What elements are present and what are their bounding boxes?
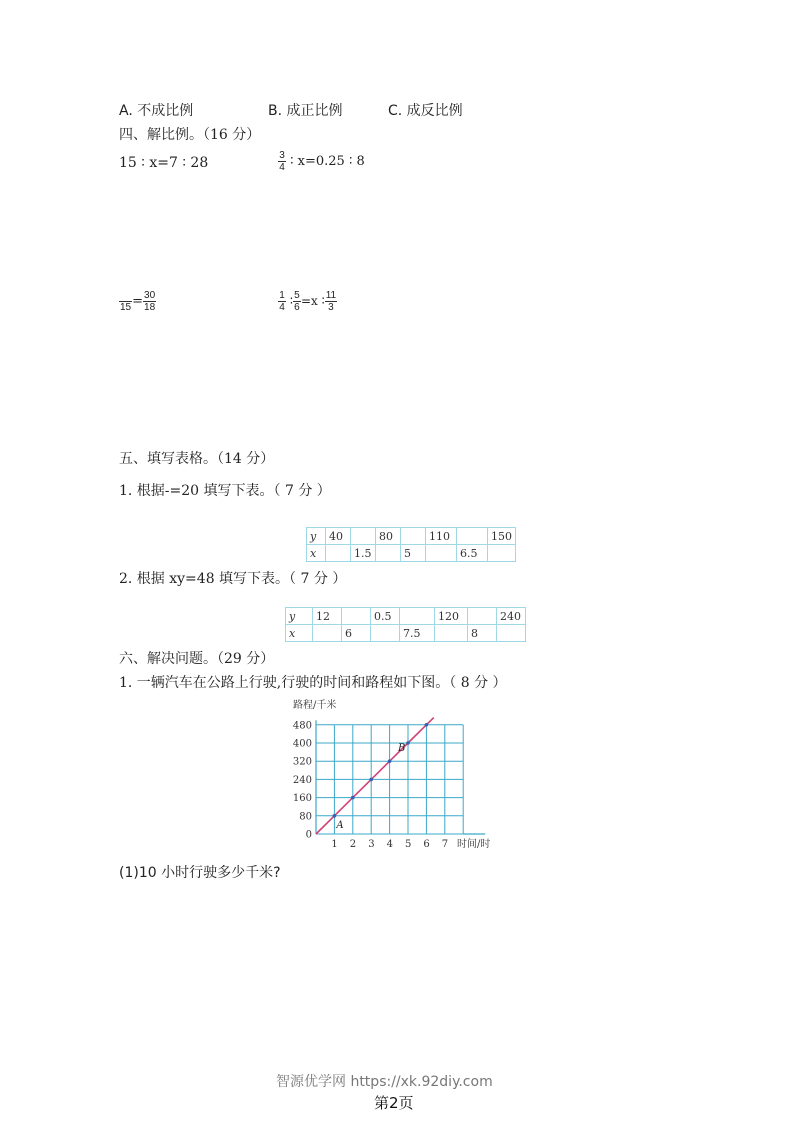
eq2-denominator: 4 (279, 162, 285, 173)
section5-question-1: 1. 根据-=20 填写下表。（ 7 分 ） (119, 483, 331, 499)
table-2 (285, 607, 526, 642)
table-cell: 6.5 (457, 545, 488, 562)
chart-x-label: 时间/时 (457, 839, 491, 850)
table-cell: 150 (488, 528, 516, 545)
distance-time-chart (280, 695, 510, 855)
eq3-den1: 15 (120, 301, 132, 313)
table-row (307, 545, 516, 562)
section4-title: 四、解比例。（16 分） (119, 127, 261, 143)
eq4-d3: 3 (328, 302, 334, 313)
y-tick-label: 0 (305, 829, 312, 841)
y-tick-label: 160 (292, 793, 312, 805)
eq2-rest: ∶ x=0.25 ∶ 8 (290, 154, 365, 169)
table-cell: 5 (401, 545, 426, 562)
x-tick-label: 4 (386, 839, 393, 850)
table-cell (376, 545, 401, 562)
y-tick-label: 320 (292, 756, 312, 768)
equation-3 (119, 290, 156, 313)
option-b: B. 成正比例 (268, 103, 343, 119)
chart-grid (316, 720, 485, 834)
data-point (425, 723, 429, 727)
y-tick-label: 480 (292, 720, 312, 732)
x-tick-label: 6 (423, 839, 430, 850)
watermark: 智源优学网 https://xk.92diy.com (276, 1074, 493, 1090)
sub-question-1: (1)10 小时行驶多少千米? (119, 865, 281, 881)
point-label-b: B (398, 743, 406, 754)
table-row (307, 528, 516, 545)
table-cell (468, 608, 497, 625)
table-cell: 1.5 (351, 545, 376, 562)
table-row (286, 608, 526, 625)
y-tick-label: 400 (292, 738, 312, 750)
table-cell (426, 545, 457, 562)
page-number: 第2页 (374, 1094, 414, 1112)
data-point (333, 814, 337, 818)
data-point (351, 796, 355, 800)
table-cell: 120 (435, 608, 468, 625)
section5-question-2: 2. 根据 xy=48 填写下表。（ 7 分 ） (119, 571, 347, 587)
table-cell (326, 545, 351, 562)
section6-question-1: 1. 一辆汽车在公路上行驶,行驶的时间和路程如下图。（ 8 分 ） (119, 675, 507, 691)
table-cell: 6 (342, 625, 371, 642)
eq3-num1 (119, 291, 132, 302)
eq4-d1: 4 (279, 302, 285, 313)
table-cell (371, 625, 400, 642)
table-cell (400, 608, 435, 625)
eq4-sep1: ∶ (289, 294, 293, 308)
eq4-d2: 6 (294, 302, 300, 313)
data-point (369, 778, 373, 782)
table-header-cell: y (307, 528, 326, 545)
x-tick-label: 3 (368, 839, 375, 850)
data-point (388, 759, 392, 763)
table-cell (497, 625, 526, 642)
point-label-a: A (336, 819, 344, 831)
equation-2 (278, 150, 365, 173)
x-tick-label: 7 (441, 839, 449, 850)
eq4-n2: 5 (294, 290, 300, 301)
table-cell (313, 625, 342, 642)
table-row (286, 625, 526, 642)
y-tick-label: 240 (292, 774, 312, 786)
table-cell (342, 608, 371, 625)
equation-1: 15 ∶ x=7 ∶ 28 (119, 155, 209, 171)
table-cell (401, 528, 426, 545)
data-point (406, 741, 410, 745)
table-cell: 0.5 (371, 608, 400, 625)
table-cell (435, 625, 468, 642)
table-1 (306, 527, 516, 562)
table-cell (488, 545, 516, 562)
eq3-den2: 18 (144, 302, 156, 313)
table-cell: 40 (326, 528, 351, 545)
equation-4 (278, 290, 337, 313)
table-cell (351, 528, 376, 545)
table-header-cell: y (286, 608, 313, 625)
eq3-num2: 30 (144, 290, 156, 301)
chart-points (333, 723, 429, 831)
option-a: A. 不成比例 (119, 103, 194, 119)
x-tick-label: 5 (405, 839, 412, 850)
section5-title: 五、填写表格。（14 分） (119, 451, 275, 467)
eq4-n1: 1 (279, 290, 285, 301)
table-cell: 8 (468, 625, 497, 642)
table-header-cell: x (307, 545, 326, 562)
eq4-n3: 11 (325, 290, 337, 301)
table-cell (457, 528, 488, 545)
x-tick-label: 1 (331, 839, 338, 850)
table-cell: 80 (376, 528, 401, 545)
chart-y-label: 路程/千米 (293, 700, 337, 711)
x-tick-label: 2 (349, 839, 357, 850)
y-tick-label: 80 (299, 811, 312, 823)
section6-title: 六、解决问题。（29 分） (119, 651, 275, 667)
table-cell: 12 (313, 608, 342, 625)
table-header-cell: x (286, 625, 313, 642)
table-cell: 240 (497, 608, 526, 625)
option-c: C. 成反比例 (388, 103, 463, 119)
table-cell: 110 (426, 528, 457, 545)
eq4-mid: =x ∶ (300, 294, 325, 308)
table-cell: 7.5 (400, 625, 435, 642)
eq3-equals: = (132, 294, 144, 309)
eq2-numerator: 3 (279, 150, 285, 161)
